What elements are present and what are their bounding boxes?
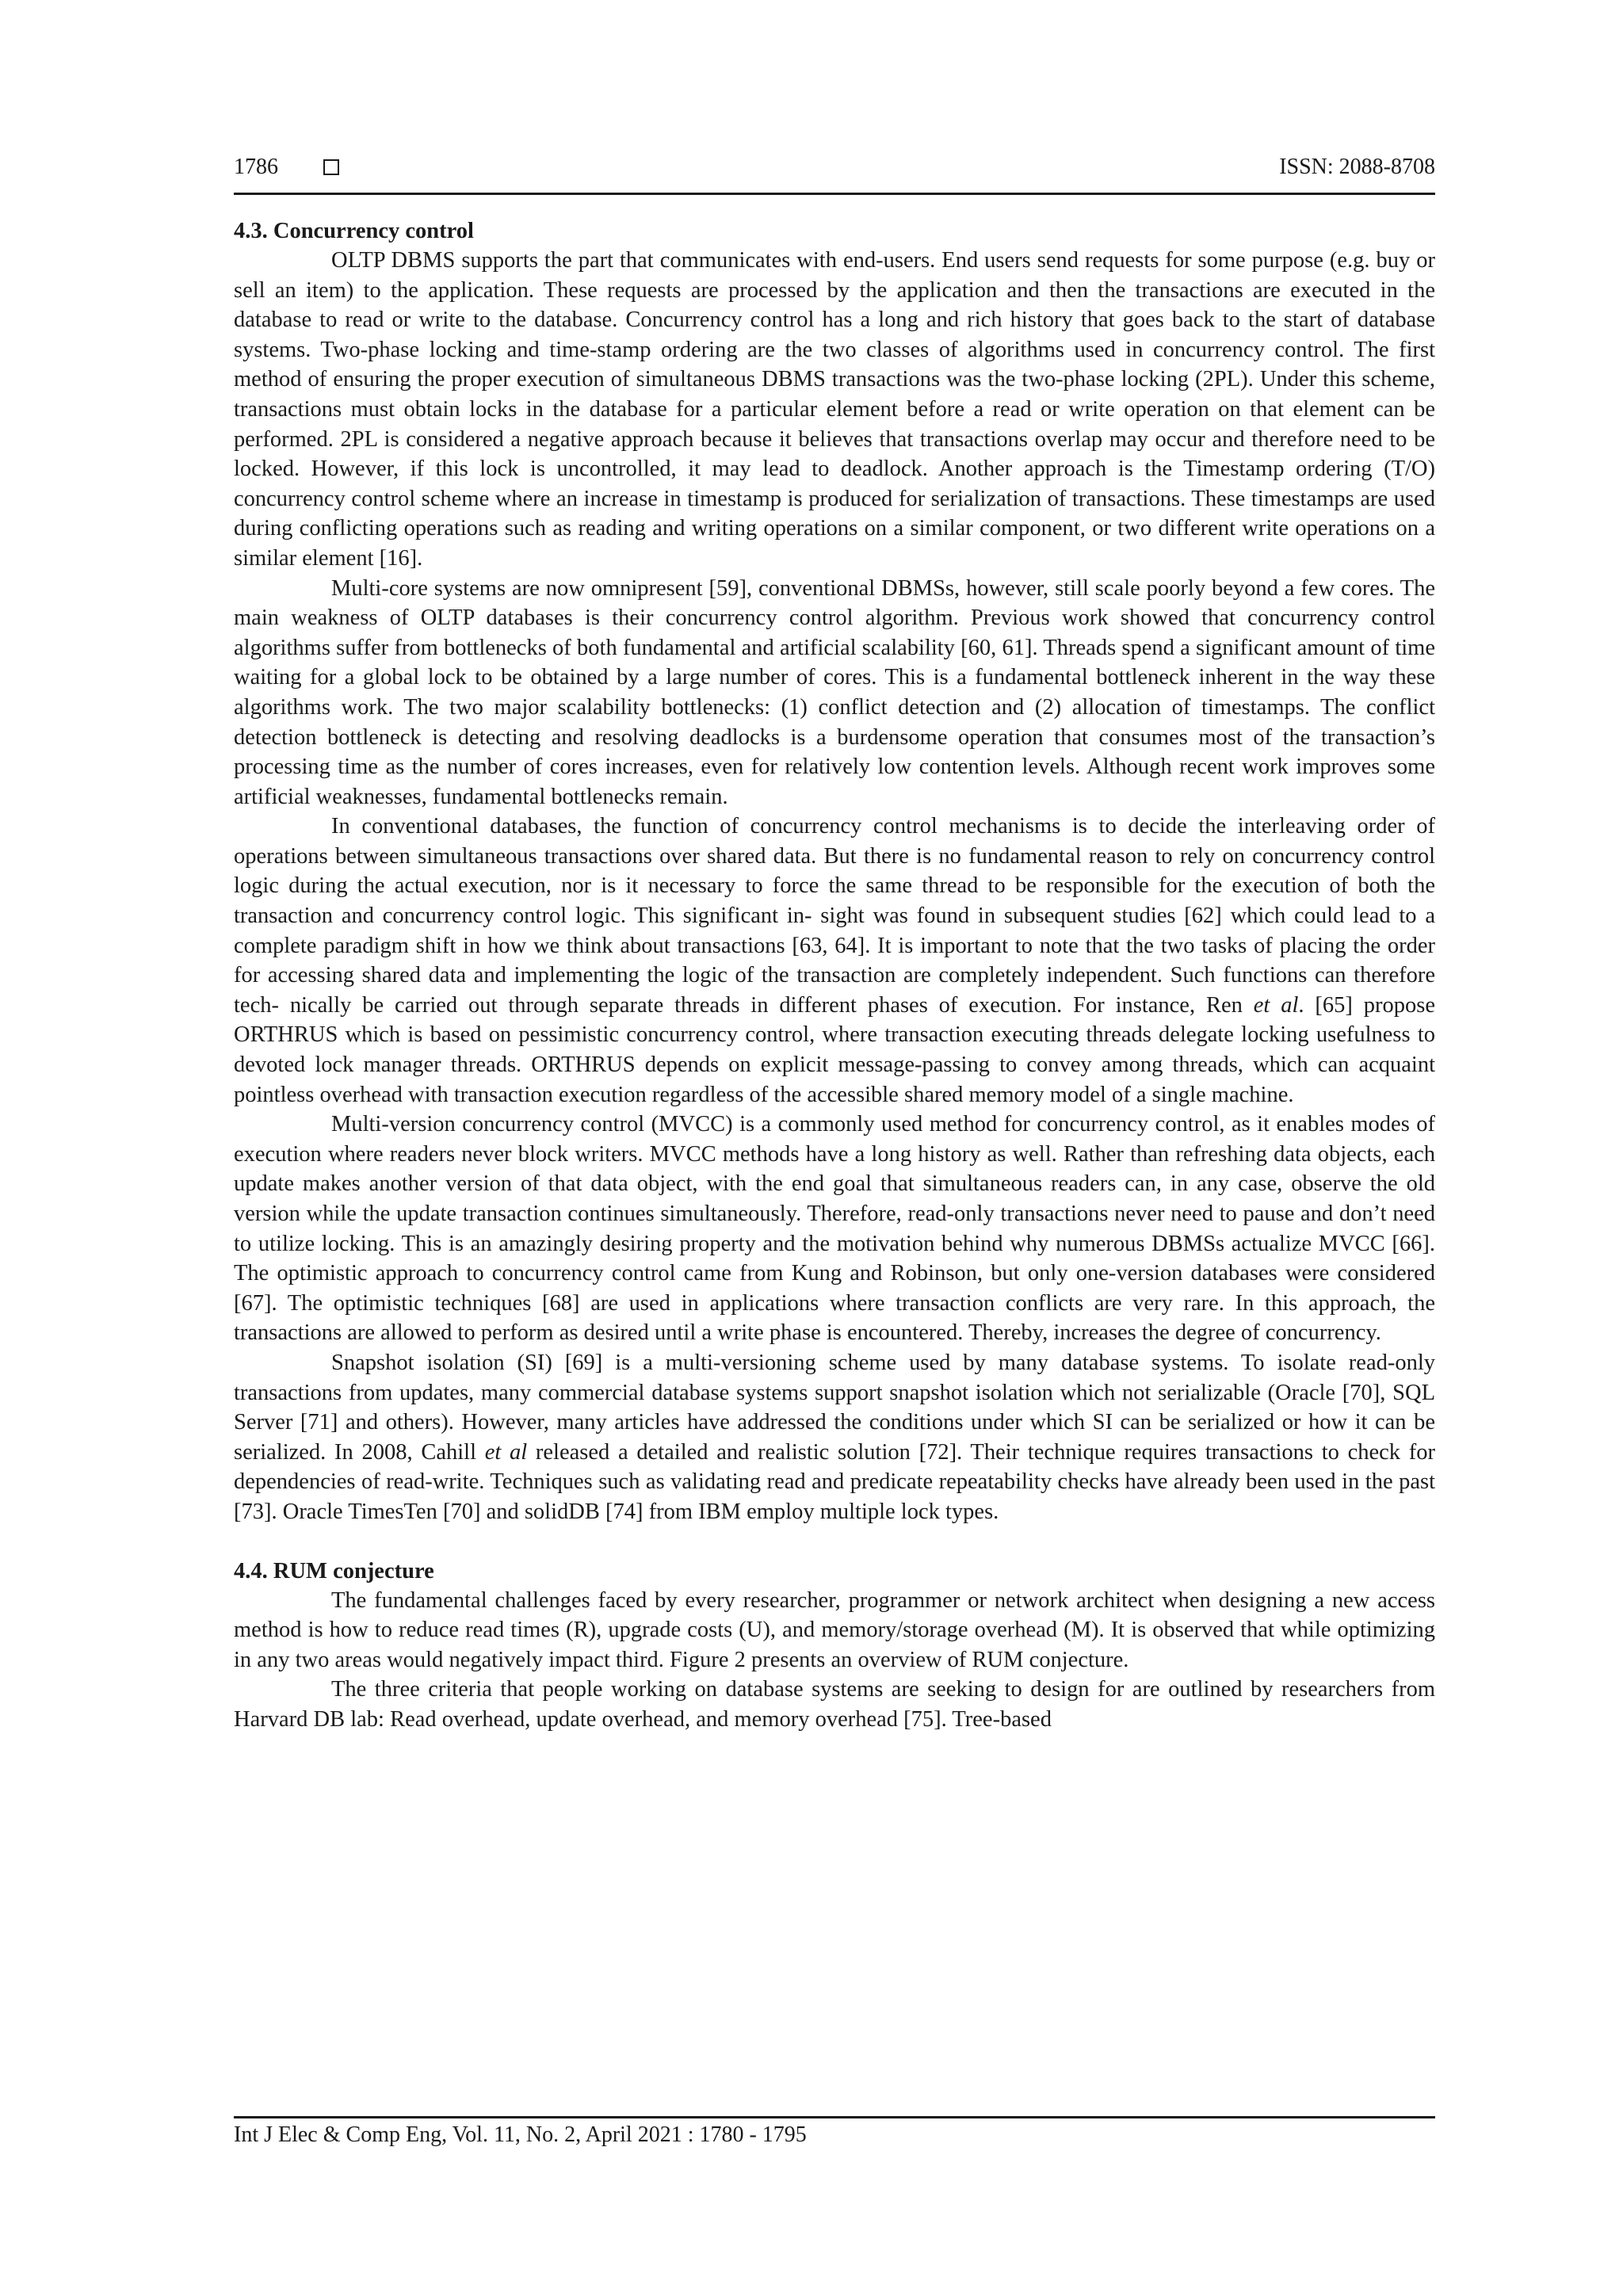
paragraph: The three criteria that people working on database systems are seeking to design for are outlined by researchers from Harvard DB lab: Read overhead, update overhead, and memory overhead [75]. Tree-based [234, 1677, 1435, 1732]
page-number: 1786 [234, 155, 278, 179]
paragraph: Multi-core systems are now omnipresent [59], conventional DBMSs, however, still scale poorly beyond a few cores. The main weakness of OLTP databases is their concurrency control algorithm. Previous work showed that concurrency control algorithms suffer from bottlenecks of both fundamental and artificial scalability [60, 61]. Threads spend a significant amount of time waiting for a global lock to be obtained by a large number of cores. This is a fundamental bottleneck inherent in the way these algorithms work. The two major scalability bottlenecks: (1) conflict detection and (2) allocation of timestamps. The conflict detection bottleneck is detecting and resolving deadlocks is a burdensome operation that consumes most of the transaction’s processing time as the number of cores increases, even for relatively low contention levels. Although recent work improves some artificial weaknesses, fundamental bottlenecks remain. [234, 575, 1435, 809]
issn-label: ISSN: 2088-8708 [1279, 155, 1435, 179]
text-run: Snapshot isolation (SI) [69] is a multi-versioning scheme used by many database systems. To isolate read-only transactions from updates, many commercial database systems support snapshot isolation which not serializable (Oracle [70], SQL Server [71] and others). However, many articles have addressed the conditions under which SI can be serialized or how it can be serialized. In 2008, Cahill [234, 1350, 1435, 1465]
footer-citation: Int J Elec & Comp Eng, Vol. 11, No. 2, April 2021 : 1780 - 1795 [234, 2122, 807, 2147]
text-run: released a detailed and realistic solution [72]. Their technique requires transactions to check for dependencies of read-write. Techniques such as validating read and predicate repeatability checks have already been used in the past [73]. Oracle TimesTen [70] and solidDB [74] from IBM employ multiple lock types. [234, 1439, 1435, 1524]
text-run: . [65] propose ORTHRUS which is based on pessimistic concurrency control, where transaction executing threads delegate locking usefulness to devoted lock manager threads. ORTHRUS depends on explicit message-passing to convey among threads, which can acquaint pointless overhead with transaction execution regardless of the accessible shared memory model of a single machine. [234, 992, 1435, 1107]
header-rule [234, 193, 1435, 195]
paragraph: Multi-version concurrency control (MVCC) is a commonly used method for concurrency control, as it enables modes of execution where readers never block writers. MVCC methods have a long history as well. Rather than refreshing data objects, each update makes another version of that data object, with the end goal that simultaneous readers can, in any case, observe the old version while the update transaction continues simultaneously. Therefore, read-only transactions never need to pause and don’t need to utilize locking. This is an amazingly desiring property and the motivation behind why numerous DBMSs actualize MVCC [66]. The optimistic approach to concurrency control came from Kung and Robinson, but only one-version databases were considered [67]. The optimistic techniques [68] are used in applications where transaction conflicts are very rare. In this approach, the transactions are allowed to perform as desired until a write phase is encountered. Thereby, increases the degree of concurrency. [234, 1112, 1435, 1346]
section-heading-4-4: 4.4. RUM conjecture [234, 1558, 434, 1584]
page-header [234, 153, 1435, 191]
paragraph [234, 1348, 1435, 1527]
paragraph: The fundamental challenges faced by every researcher, programmer or network architect when designing a new access method is how to reduce read times (R), upgrade costs (U), and memory/storage overhead (M). It is observed that while optimizing in any two areas would negatively impact third. Figure 2 presents an overview of RUM conjecture. [234, 1587, 1435, 1672]
square-bullet-icon [323, 159, 339, 175]
article-body [234, 216, 1435, 1735]
italic-text: et al [484, 1439, 528, 1465]
paragraph [234, 812, 1435, 1110]
text-run: In conventional databases, the function of concurrency control mechanisms is to decide the interleaving order of operations between simultaneous transactions over shared data. But there is no fundamental reason to rely on concurrency control logic during the actual execution, nor is it necessary to force the same thread to be responsible for the execution of both the transaction and concurrency control logic. This significant in- sight was found in subsequent studies [62] which could lead to a complete paradigm shift in how we think about transactions [63, 64]. It is important to note that the two tasks of placing the order for accessing shared data and implementing the logic of the transaction are completely independent. Such functions can therefore tech- nically be carried out through separate threads in different phases of execution. For instance, Ren [234, 814, 1435, 1018]
section-heading-4-3: 4.3. Concurrency control [234, 219, 474, 243]
footer-rule [234, 2116, 1435, 2118]
paragraph: OLTP DBMS supports the part that communicates with end-users. End users send requests for some purpose (e.g. buy or sell an item) to the application. These requests are processed by the application and then the transactions are executed in the database to read or write to the database. Concurrency control has a long and rich history that goes back to the start of database systems. Two-phase locking and time-stamp ordering are the two classes of algorithms used in concurrency control. The first method of ensuring the proper execution of simultaneous DBMS transactions was the two-phase locking (2PL). Under this scheme, transactions must obtain locks in the database for a particular element before a read or write operation on that element can be performed. 2PL is considered a negative approach because it believes that transactions overlap may occur and therefore need to be locked. However, if this lock is uncontrolled, it may lead to deadlock. Another approach is the Timestamp ordering (T/O) concurrency control scheme where an increase in timestamp is produced for serialization of transactions. These timestamps are used during conflicting operations such as reading and writing operations on a similar component, or two different write operations on a similar element [16]. [234, 248, 1435, 571]
italic-text: et al [1253, 992, 1299, 1018]
